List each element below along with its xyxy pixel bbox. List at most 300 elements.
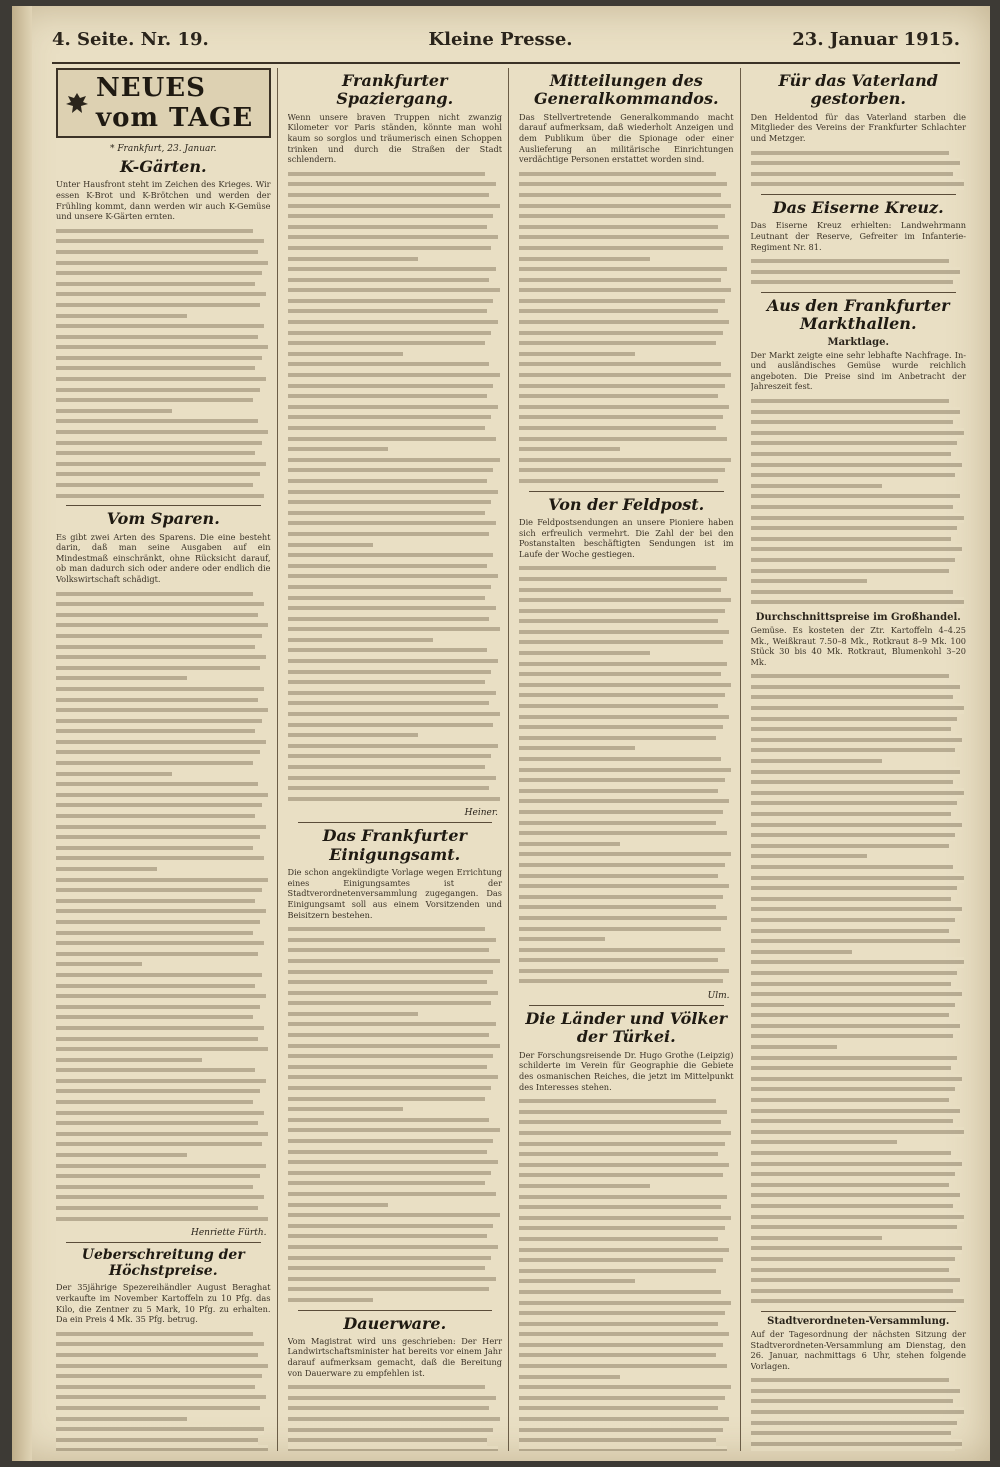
text-line bbox=[519, 913, 727, 924]
text-line bbox=[519, 690, 725, 701]
text-line bbox=[288, 1446, 498, 1451]
text-line bbox=[751, 1084, 956, 1095]
text-line bbox=[288, 1189, 496, 1200]
text-line bbox=[751, 555, 956, 566]
text-line bbox=[519, 1329, 729, 1340]
text-line bbox=[56, 1108, 264, 1119]
text-line bbox=[519, 680, 731, 691]
text-line bbox=[288, 444, 389, 455]
text-line bbox=[519, 775, 725, 786]
text-line bbox=[288, 370, 500, 381]
article-body: Der 35jährige Spezereihändler August Beraghat verkaufte im November Kartoffeln zu 10 Pfg. das Kilo, die Zentner zu 5 Mark, 10 Pfg. zu erhalten. Da ein Preis 4 Mk. 35 Pfg. betrug. bbox=[56, 1282, 271, 1325]
text-line bbox=[56, 769, 172, 780]
article-heading: Aus den Frankfurter Markthallen. bbox=[766, 295, 950, 334]
text-line bbox=[56, 1350, 258, 1361]
article-heading: Das Frankfurter Einigungsamt. bbox=[322, 826, 467, 864]
text-line bbox=[288, 1414, 500, 1425]
text-line bbox=[56, 610, 258, 621]
text-line bbox=[56, 652, 266, 663]
text-line bbox=[751, 788, 964, 799]
divider bbox=[761, 292, 957, 293]
text-line bbox=[751, 809, 951, 820]
newspaper-name: Kleine Presse. bbox=[428, 28, 573, 50]
text-line bbox=[56, 1150, 187, 1161]
text-line bbox=[519, 786, 718, 797]
text-line bbox=[56, 959, 142, 970]
body-text-block bbox=[519, 563, 734, 987]
text-line bbox=[56, 1424, 264, 1435]
text-line bbox=[519, 648, 650, 659]
text-line bbox=[751, 417, 954, 428]
text-line bbox=[288, 1030, 490, 1041]
text-line bbox=[288, 243, 492, 254]
text-line bbox=[751, 1386, 960, 1397]
article-body: Es gibt zwei Arten des Sparens. Die eine besteht darin, daß man seine Ausgaben auf ein Mindestmaß einschränkt, ohne Rücksicht darauf, ob man dadurch sich oder andere oder endlich die Volkswirtschaft schädigt. bbox=[56, 531, 271, 584]
article-heading: Ueberschreitung der Höchstpreise. bbox=[81, 1247, 245, 1280]
text-line bbox=[751, 1148, 951, 1159]
divider bbox=[761, 1311, 957, 1312]
text-line bbox=[751, 470, 956, 481]
text-line bbox=[751, 1254, 956, 1265]
column-1 bbox=[56, 68, 278, 1451]
text-line bbox=[56, 1023, 264, 1034]
text-line bbox=[519, 476, 718, 487]
text-line bbox=[751, 820, 962, 831]
text-line bbox=[519, 1298, 731, 1309]
text-line bbox=[751, 407, 960, 418]
text-line bbox=[56, 1435, 258, 1446]
text-line bbox=[751, 460, 962, 471]
text-line bbox=[288, 1083, 492, 1094]
body-text-block bbox=[288, 1382, 503, 1451]
text-line bbox=[519, 1425, 723, 1436]
section-title: NEUES vom TAGE bbox=[96, 73, 254, 133]
text-line bbox=[56, 906, 266, 917]
text-line bbox=[519, 1382, 731, 1393]
issue-date: 23. Januar 1915. bbox=[792, 28, 960, 50]
text-line bbox=[56, 991, 266, 1002]
text-line bbox=[288, 285, 500, 296]
article-body: Das Eiserne Kreuz erhielten: Landwehrmann Leutnant der Reserve, Gefreiter im Infanterie-Regiment Nr. 81. bbox=[750, 220, 966, 252]
text-line bbox=[519, 285, 731, 296]
text-line bbox=[751, 1449, 956, 1451]
text-line bbox=[519, 627, 729, 638]
text-line bbox=[56, 448, 255, 459]
text-line bbox=[519, 179, 727, 190]
section-masthead bbox=[56, 68, 271, 138]
text-line bbox=[288, 465, 494, 476]
text-line bbox=[288, 1210, 500, 1221]
text-line bbox=[288, 593, 485, 604]
text-line bbox=[56, 1445, 268, 1451]
text-line bbox=[751, 1021, 960, 1032]
text-line bbox=[56, 1214, 268, 1225]
text-line bbox=[519, 317, 729, 328]
text-line bbox=[56, 663, 260, 674]
text-line bbox=[288, 783, 490, 794]
text-line bbox=[751, 1243, 962, 1254]
text-line bbox=[288, 1168, 492, 1179]
text-line bbox=[751, 1190, 960, 1201]
text-line bbox=[519, 243, 723, 254]
text-line bbox=[288, 1104, 404, 1115]
text-line bbox=[56, 917, 260, 928]
text-line bbox=[56, 268, 262, 279]
text-line bbox=[56, 332, 258, 343]
article-heading: K-Gärten. bbox=[119, 157, 207, 176]
text-line bbox=[519, 1414, 729, 1425]
section-subheading: Marktlage. bbox=[827, 336, 889, 348]
text-line bbox=[519, 828, 727, 839]
text-line bbox=[288, 977, 487, 988]
text-line bbox=[751, 692, 954, 703]
text-line bbox=[519, 934, 605, 945]
text-line bbox=[751, 597, 964, 608]
text-line bbox=[751, 873, 964, 884]
text-line bbox=[288, 645, 487, 656]
divider bbox=[529, 491, 724, 492]
text-line bbox=[519, 574, 727, 585]
text-line bbox=[56, 1414, 187, 1425]
text-line bbox=[288, 1382, 485, 1393]
text-line bbox=[56, 1118, 258, 1129]
text-line bbox=[56, 832, 260, 843]
text-line bbox=[56, 247, 258, 258]
text-line bbox=[751, 267, 960, 278]
text-line bbox=[519, 1139, 725, 1150]
text-line bbox=[56, 599, 264, 610]
text-line bbox=[519, 1181, 650, 1192]
text-line bbox=[519, 211, 725, 222]
text-line bbox=[751, 1296, 964, 1307]
text-line bbox=[519, 595, 731, 606]
text-line bbox=[56, 885, 262, 896]
text-line bbox=[519, 765, 731, 776]
text-line bbox=[751, 851, 867, 862]
text-line bbox=[56, 480, 253, 491]
text-line bbox=[288, 1274, 496, 1285]
dateline: * Frankfurt, 23. Januar. bbox=[109, 144, 217, 154]
column-4 bbox=[751, 68, 973, 1451]
text-line bbox=[288, 561, 487, 572]
text-line bbox=[56, 1086, 260, 1097]
text-line bbox=[56, 747, 260, 758]
text-line bbox=[751, 1031, 954, 1042]
text-line bbox=[751, 1428, 951, 1439]
text-line bbox=[751, 491, 960, 502]
text-line bbox=[519, 1276, 635, 1287]
text-line bbox=[519, 585, 721, 596]
text-line bbox=[519, 190, 721, 201]
text-line bbox=[288, 381, 494, 392]
text-line bbox=[519, 264, 727, 275]
text-line bbox=[288, 338, 485, 349]
text-line bbox=[751, 862, 954, 873]
text-line bbox=[288, 1435, 487, 1446]
text-line bbox=[519, 1107, 727, 1118]
text-line bbox=[288, 688, 496, 699]
text-line bbox=[519, 1287, 721, 1298]
body-text-block bbox=[56, 589, 271, 1225]
body-text-block bbox=[288, 924, 503, 1305]
article-body: Unter Hausfront steht im Zeichen des Krieges. Wir essen K-Brot und K-Brötchen und werden der Frühling kommt, dann werden wir auch K-Gemüse und unsere K-Gärten ernten. bbox=[56, 179, 271, 222]
text-line bbox=[519, 455, 731, 466]
author-signature: Henriette Fürth. bbox=[190, 1228, 267, 1239]
divider bbox=[66, 1242, 261, 1243]
article-body: Die Feldpostsendungen an unsere Pioniere haben sich erfreulich vermehrt. Die Zahl der bei den Postanstalten beschäftigten Sendungen ist im Laufe der Woche gestiegen. bbox=[519, 516, 734, 559]
text-line bbox=[751, 1095, 949, 1106]
text-line bbox=[751, 947, 852, 958]
text-line bbox=[288, 1019, 496, 1030]
text-line bbox=[56, 342, 268, 353]
text-line bbox=[56, 1403, 260, 1414]
text-line bbox=[288, 956, 500, 967]
text-line bbox=[288, 1425, 494, 1436]
text-line bbox=[519, 563, 716, 574]
text-line bbox=[288, 254, 419, 265]
divider bbox=[761, 194, 957, 195]
text-line bbox=[56, 1161, 266, 1172]
article-columns bbox=[56, 68, 972, 1451]
text-line bbox=[751, 735, 962, 746]
text-line bbox=[751, 1375, 949, 1386]
text-line bbox=[56, 300, 260, 311]
article-heading: Das Eiserne Kreuz. bbox=[772, 197, 944, 217]
text-line bbox=[751, 277, 954, 288]
text-line bbox=[288, 635, 434, 646]
text-line bbox=[519, 412, 723, 423]
text-line bbox=[288, 529, 490, 540]
text-line bbox=[519, 201, 731, 212]
text-line bbox=[56, 1129, 268, 1140]
body-text-block bbox=[751, 148, 967, 190]
article-heading: Die Länder und Völker der Türkei. bbox=[525, 1009, 728, 1047]
text-line bbox=[56, 321, 264, 332]
text-line bbox=[751, 682, 960, 693]
text-line bbox=[56, 438, 262, 449]
newspaper-page bbox=[12, 6, 990, 1461]
text-line bbox=[56, 363, 255, 374]
text-line bbox=[56, 800, 262, 811]
text-line bbox=[288, 306, 487, 317]
text-line bbox=[56, 491, 264, 502]
text-line bbox=[751, 1042, 837, 1053]
body-text-block bbox=[56, 226, 271, 501]
text-line bbox=[56, 684, 264, 695]
divider bbox=[529, 1005, 724, 1006]
column-3 bbox=[519, 68, 741, 1451]
text-line bbox=[288, 603, 496, 614]
text-line bbox=[751, 830, 956, 841]
text-line bbox=[56, 620, 268, 631]
text-line bbox=[56, 1192, 264, 1203]
text-line bbox=[519, 434, 727, 445]
text-line bbox=[56, 705, 268, 716]
text-line bbox=[56, 427, 268, 438]
text-line bbox=[519, 423, 716, 434]
text-line bbox=[288, 317, 498, 328]
text-line bbox=[751, 1053, 958, 1064]
text-line bbox=[751, 1275, 960, 1286]
text-line bbox=[288, 455, 500, 466]
text-line bbox=[519, 1361, 727, 1372]
text-line bbox=[56, 949, 258, 960]
text-line bbox=[751, 798, 958, 809]
page-number: 4. Seite. Nr. 19. bbox=[52, 28, 209, 50]
article-body: Das Stellvertretende Generalkommando macht darauf aufmerksam, daß wiederholt Anzeigen und dem Publikum über die Spionage oder einer Auslieferung an militärische Einrichtungen verdächtige Personen erstattet worden sind. bbox=[519, 111, 734, 165]
text-line bbox=[751, 1201, 954, 1212]
text-line bbox=[519, 444, 620, 455]
article-heading: Von der Feldpost. bbox=[548, 494, 705, 514]
text-line bbox=[288, 296, 494, 307]
text-line bbox=[56, 737, 266, 748]
text-line bbox=[751, 703, 964, 714]
text-line bbox=[288, 1178, 485, 1189]
text-line bbox=[56, 1139, 262, 1150]
text-line bbox=[519, 924, 721, 935]
text-line bbox=[519, 1446, 727, 1451]
text-line bbox=[288, 1200, 389, 1211]
article-body: Die schon angekündigte Vorlage wegen Errichtung eines Einigungsamtes ist der Stadtverordnetenversammlung zugegangen. Das Einigungsamt soll aus einem Vorsitzenden und Beisitzern bestehen. bbox=[287, 867, 502, 920]
column-2 bbox=[288, 68, 510, 1451]
text-line bbox=[751, 936, 960, 947]
text-line bbox=[56, 406, 172, 417]
text-line bbox=[519, 1266, 716, 1277]
text-line bbox=[288, 550, 494, 561]
text-line bbox=[519, 275, 721, 286]
text-line bbox=[56, 1371, 262, 1382]
text-line bbox=[56, 822, 266, 833]
text-line bbox=[519, 349, 635, 360]
text-line bbox=[288, 540, 374, 551]
text-line bbox=[519, 381, 725, 392]
text-line bbox=[56, 928, 253, 939]
text-line bbox=[288, 677, 485, 688]
text-line bbox=[288, 1295, 374, 1306]
text-line bbox=[288, 412, 492, 423]
text-line bbox=[56, 416, 258, 427]
text-line bbox=[288, 1136, 494, 1147]
text-line bbox=[288, 924, 485, 935]
text-line bbox=[751, 523, 958, 534]
text-line bbox=[288, 1157, 498, 1168]
text-line bbox=[519, 945, 725, 956]
text-line bbox=[288, 988, 498, 999]
text-line bbox=[751, 724, 951, 735]
text-line bbox=[751, 148, 949, 159]
text-line bbox=[751, 576, 867, 587]
text-line bbox=[751, 566, 949, 577]
text-line bbox=[56, 1203, 258, 1214]
text-line bbox=[519, 1245, 729, 1256]
text-line bbox=[56, 673, 187, 684]
text-line bbox=[519, 1255, 723, 1266]
text-line bbox=[56, 589, 253, 600]
text-line bbox=[751, 767, 960, 778]
text-line bbox=[288, 391, 487, 402]
text-line bbox=[288, 423, 485, 434]
text-line bbox=[56, 938, 264, 949]
article-heading: Frankfurter Spaziergang. bbox=[336, 71, 454, 109]
text-line bbox=[519, 659, 727, 670]
text-line bbox=[288, 741, 498, 752]
text-line bbox=[519, 839, 620, 850]
text-line bbox=[56, 1055, 202, 1066]
text-line bbox=[56, 258, 268, 269]
body-text-block bbox=[751, 671, 967, 1307]
text-line bbox=[288, 1403, 490, 1414]
text-line bbox=[288, 434, 496, 445]
text-line bbox=[288, 232, 498, 243]
text-line bbox=[56, 289, 266, 300]
article-heading: Für das Vaterland gestorben. bbox=[778, 71, 938, 109]
text-line bbox=[519, 701, 718, 712]
text-line bbox=[519, 860, 725, 871]
text-line bbox=[519, 1160, 729, 1171]
text-line bbox=[288, 264, 496, 275]
text-line bbox=[288, 179, 496, 190]
text-line bbox=[751, 1212, 964, 1223]
text-line bbox=[288, 656, 498, 667]
text-line bbox=[288, 497, 492, 508]
text-line bbox=[56, 1034, 258, 1045]
text-line bbox=[751, 968, 958, 979]
text-line bbox=[519, 222, 718, 233]
text-line bbox=[751, 777, 954, 788]
text-line bbox=[751, 158, 960, 169]
text-line bbox=[56, 1012, 253, 1023]
text-line bbox=[288, 359, 490, 370]
text-line bbox=[519, 1096, 716, 1107]
text-line bbox=[519, 818, 716, 829]
body-text-block bbox=[751, 1375, 967, 1451]
text-line bbox=[56, 1002, 260, 1013]
text-line bbox=[56, 374, 266, 385]
text-line bbox=[751, 481, 882, 492]
text-line bbox=[56, 311, 187, 322]
text-line bbox=[288, 1253, 492, 1264]
text-line bbox=[519, 391, 718, 402]
text-line bbox=[751, 1439, 962, 1450]
text-line bbox=[288, 190, 490, 201]
text-line bbox=[751, 894, 951, 905]
text-line bbox=[288, 1393, 496, 1404]
text-line bbox=[288, 1062, 487, 1073]
text-line bbox=[288, 709, 500, 720]
text-line bbox=[288, 698, 490, 709]
text-line bbox=[519, 807, 723, 818]
text-line bbox=[751, 671, 949, 682]
text-line bbox=[751, 1106, 960, 1117]
text-line bbox=[519, 1319, 718, 1330]
text-line bbox=[519, 754, 721, 765]
article-body: Vom Magistrat wird uns geschrieben: Der Herr Landwirtschaftsminister hat bereits vor einem Jahr darauf aufmerksam gemacht, daß die Bereitung von Dauerware zu empfehlen ist. bbox=[287, 1335, 502, 1378]
text-line bbox=[288, 624, 500, 635]
text-line bbox=[751, 745, 956, 756]
text-line bbox=[288, 1115, 490, 1126]
text-line bbox=[288, 751, 492, 762]
article-body: Wenn unsere braven Truppen nicht zwanzig Kilometer vor Paris ständen, könnte man wohl kaum so sorglos und träumerisch einen Schoppen trinken und durch die Straßen der Stadt schlendern. bbox=[287, 111, 502, 165]
text-line bbox=[56, 642, 255, 653]
body-text-block bbox=[751, 396, 967, 608]
text-line bbox=[751, 256, 949, 267]
text-line bbox=[751, 1063, 951, 1074]
text-line bbox=[56, 395, 253, 406]
author-signature: Heiner. bbox=[464, 808, 498, 819]
text-line bbox=[288, 201, 500, 212]
text-line bbox=[519, 669, 721, 680]
text-line bbox=[56, 981, 255, 992]
